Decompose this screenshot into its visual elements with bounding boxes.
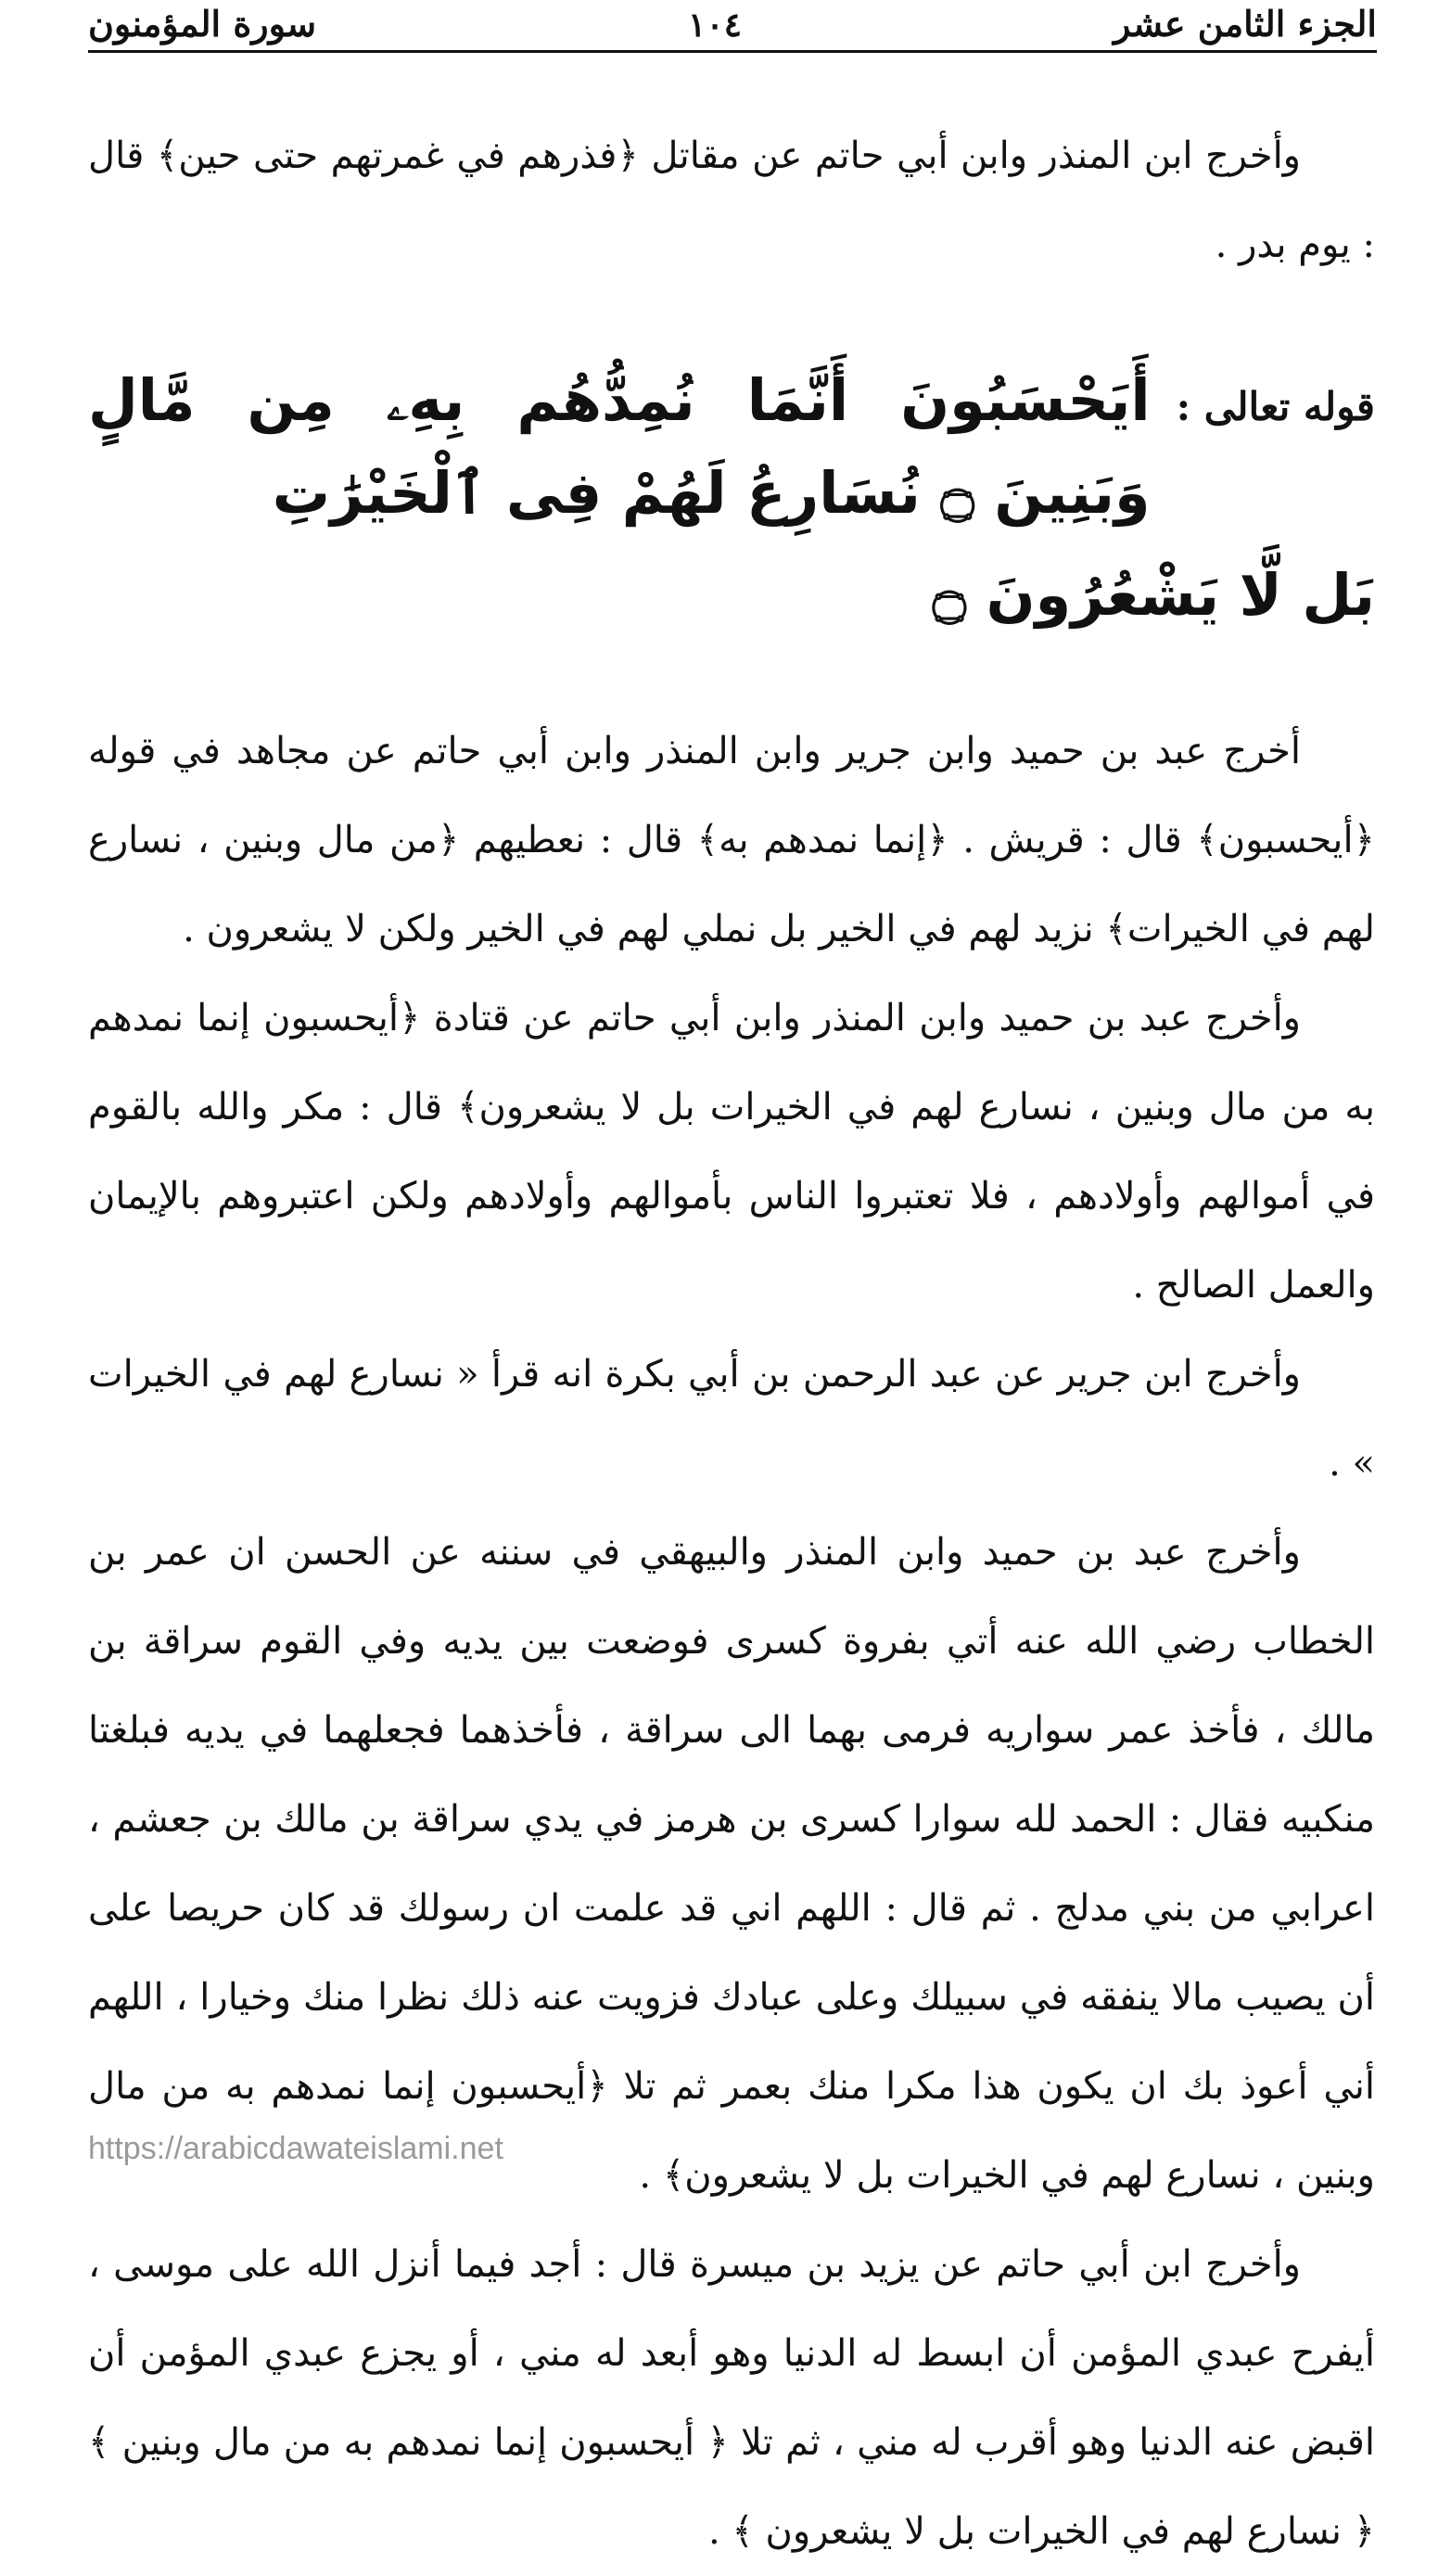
paragraph-qatada: وأخرج عبد بن حميد وابن المنذر وابن أبي حاتم عن قتادة ﴿أيحسبون إنما نمدهم به من مال وبنين ، نسارع لهم في الخيرات بل لا يشعرون﴾ قال : مكر والله بالقوم في أموالهم وأولادهم ، فلا تعتبروا الناس بأموالهم وأولادهم ولكن اعتبروهم بالإيمان والعمل الصالح . (88, 997, 1375, 1307)
paragraph-abi-bakra: وأخرج ابن جرير عن عبد الرحمن بن أبي بكرة انه قرأ « نسارع لهم في الخيرات » . (88, 1353, 1375, 1485)
page-header (88, 0, 1377, 53)
paragraph-hasan: وأخرج عبد بن حميد وابن المنذر والبيهقي في سننه عن الحسن ان عمر بن الخطاب رضي الله عنه أتي بفروة كسرى فوضعت بين يديه وفي القوم سراقة بن مالك ، فأخذ عمر سواريه فرمى بهما الى سراقة ، فأخذهما فجعلهما في يديه فبلغتا منكبيه فقال : الحمد لله سوارا كسرى بن هرمز في يدي سراقة بن مالك بن جعشم ، اعرابي من بني مدلج . ثم قال : اللهم اني قد علمت ان رسولك قد كان حريصا على أن يصيب مالا ينفقه في سبيلك وعلى عبادك فزويت عنه ذلك نظرا منك وخيارا ، اللهم أني أعوذ بك ان يكون هذا مكرا منك بعمر ثم تلا ﴿أيحسبون إنما نمدهم به من مال وبنين ، نسارع لهم في الخيرات بل لا يشعرون﴾ . (88, 1531, 1375, 2197)
header-part-label: الجزء الثامن عشر (1114, 3, 1377, 45)
verse-intro: قوله تعالى : (1176, 384, 1375, 429)
header-surah-label: سورة المؤمنون (88, 3, 317, 45)
paragraph-maysara: وأخرج ابن أبي حاتم عن يزيد بن ميسرة قال : أجد فيما أنزل الله على موسى ، أيفرح عبدي المؤمن أن ابسط له الدنيا وهو أبعد له مني ، أو يجزع عبدي المؤمن أن اقبض عنه الدنيا وهو أقرب له مني ، ثم تلا ﴿ أيحسبون إنما نمدهم به من مال وبنين ﴾ ﴿ نسارع لهم في الخيرات بل لا يشعرون ﴾ . (88, 2243, 1375, 2553)
page-body (88, 111, 1375, 2576)
watermark-url: https://arabicdawateislami.net (88, 2131, 503, 2166)
paragraph-mujahid: أخرج عبد بن حميد وابن جرير وابن المنذر وابن أبي حاتم عن مجاهد في قوله ﴿أيحسبون﴾ قال : قريش . ﴿إنما نمدهم به﴾ قال : نعطيهم ﴿من مال وبنين ، نسارع لهم في الخيرات﴾ نزيد لهم في الخير بل نملي لهم في الخير ولكن لا يشعرون . (88, 730, 1375, 950)
quran-verse-block (88, 354, 1375, 642)
verse-line-2: بَل لَّا يَشْعُرُونَ ۝ (932, 561, 1375, 629)
paragraph-muqatil: وأخرج ابن المنذر وابن أبي حاتم عن مقاتل ﴿فذرهم في غمرتهم حتى حين﴾ قال : يوم بدر . (88, 134, 1375, 266)
page-number: ١٠٤ (688, 6, 743, 45)
verse-line-1: أَيَحْسَبُونَ أَنَّمَا نُمِدُّهُم بِهِۦ مِن مَّالٍ وَبَنِينَ ۝ نُسَارِعُ لَهُمْ فِى ٱلْخَيْرَٰتِ (88, 366, 1151, 527)
